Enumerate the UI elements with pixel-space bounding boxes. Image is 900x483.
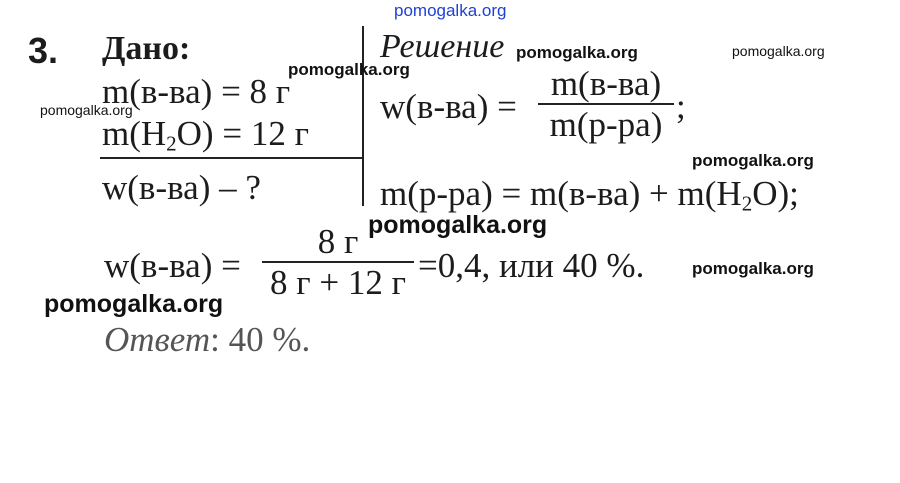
watermark-right-low: pomogalka.org	[692, 259, 814, 278]
calc-denominator: 8 г + 12 г	[270, 263, 406, 302]
calc-numerator: 8 г	[317, 222, 359, 261]
watermark-given: pomogalka.org	[288, 60, 410, 79]
formula-fraction-lhs: w(в-ва) =	[380, 87, 517, 126]
given-heading: Дано:	[102, 30, 191, 67]
watermark-right-mid: pomogalka.org	[692, 151, 814, 170]
given-line-mass-substance: m(в-ва) = 8 г	[102, 72, 291, 111]
find-line: w(в-ва) – ?	[102, 168, 261, 207]
formula-semicolon: ;	[676, 87, 686, 126]
calc-result: =0,4, или 40 %.	[418, 246, 645, 285]
formula-solution-mass: $m(р-ра) = m(в-ва) + m(H_2O)$;	[380, 174, 799, 216]
watermark-solution: pomogalka.org	[516, 43, 638, 62]
given-divider	[100, 157, 362, 159]
watermark-center: pomogalka.org	[368, 211, 548, 239]
watermark-top: pomogalka.org	[394, 1, 507, 20]
formula-denominator: m(р-ра)	[549, 105, 663, 144]
answer-line: Ответ: 40 %.	[104, 320, 311, 359]
formula-fraction	[538, 66, 674, 142]
problem-number: 3.	[28, 30, 59, 71]
watermark-left: pomogalka.org	[40, 102, 133, 118]
given-line-mass-water: $m(H_2O) = 12$ г	[102, 114, 309, 156]
calc-lhs: w(в-ва) =	[104, 246, 241, 285]
vertical-separator	[362, 26, 364, 206]
watermark-lower-left: pomogalka.org	[44, 290, 224, 318]
solution-heading: Решение	[380, 28, 505, 65]
formula-numerator: m(в-ва)	[550, 64, 662, 103]
watermark-top-right: pomogalka.org	[732, 43, 825, 59]
